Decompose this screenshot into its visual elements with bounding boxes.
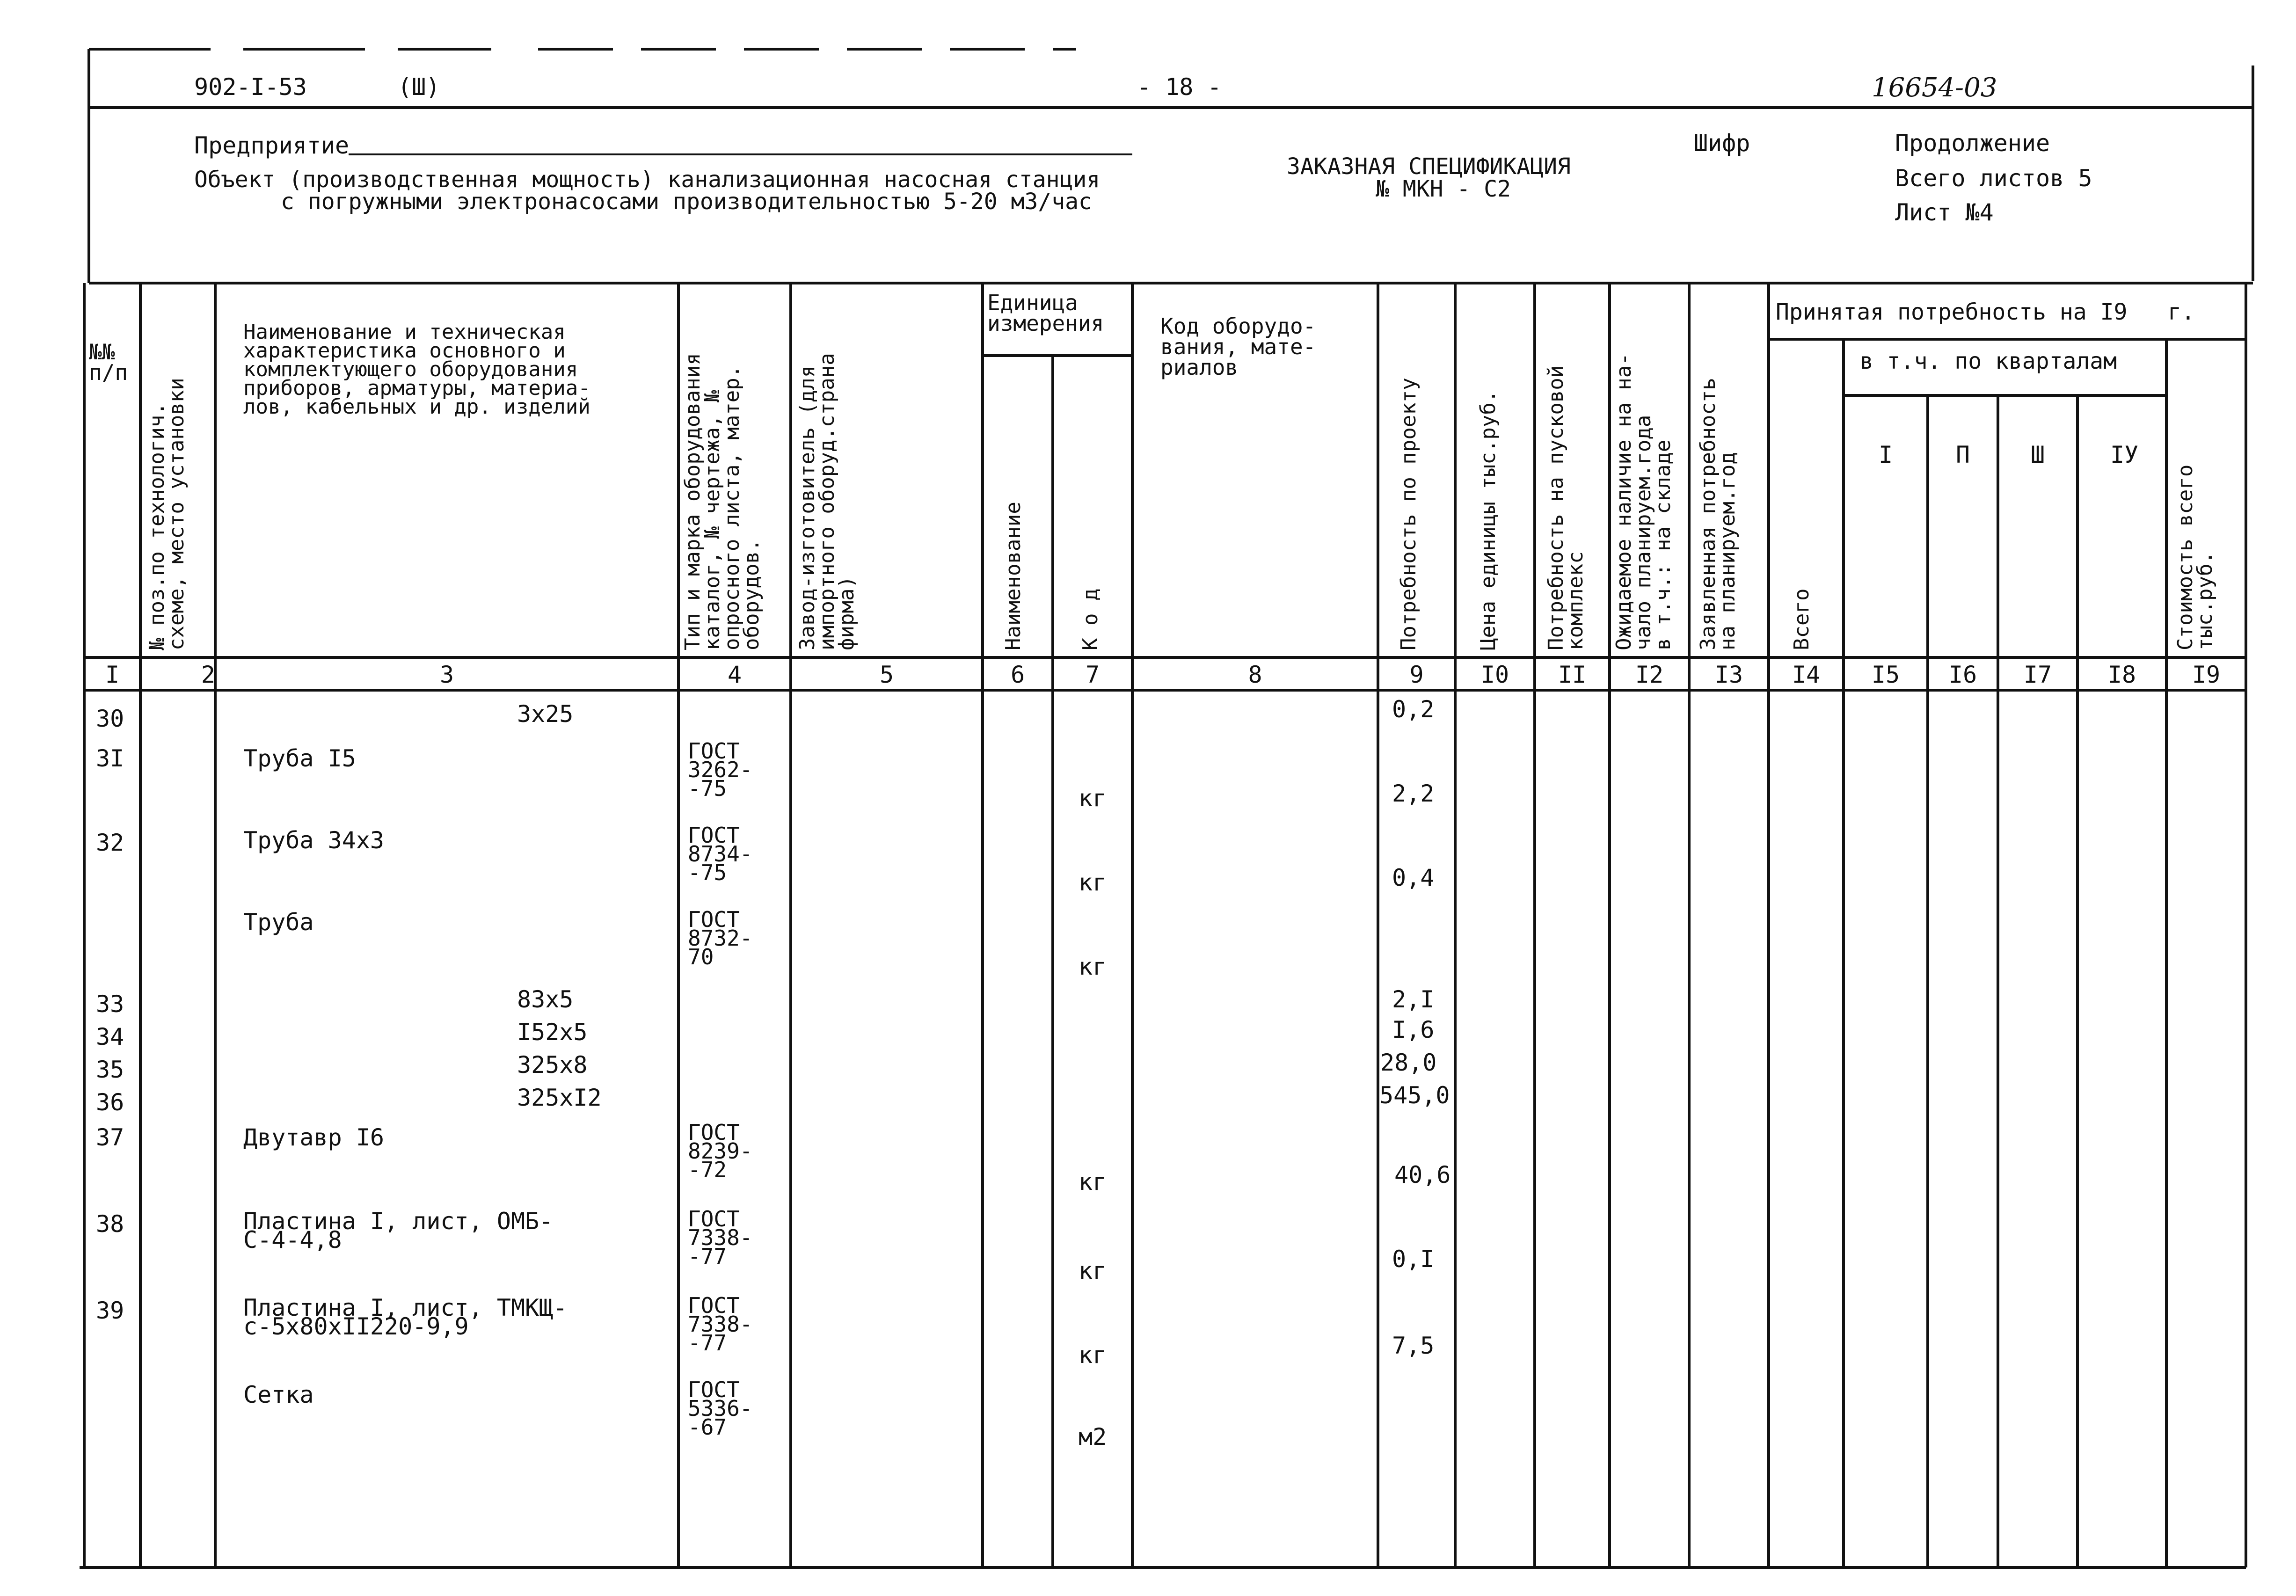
doc-marker: (Ш) [398,73,440,101]
row-number: 37 [96,1124,124,1151]
col-header-8: Код оборудо- вания, мате- риалов [1160,313,1316,380]
col-header-2: № поз.по технологич. схеме, место установки [145,378,189,650]
enterprise-label: Предприятие [194,132,350,159]
col-number: I8 [2107,661,2136,688]
item-name: Труба I5 [243,745,356,772]
project-need: 545,0 [1379,1082,1450,1109]
col-header-6: Наименование [1001,502,1025,650]
handwritten-number: 16654-03 [1872,73,1997,103]
unit-code: кг [1079,1257,1107,1284]
col-number: 3 [439,661,454,688]
col-number: 7 [1085,661,1100,688]
col-number: I7 [2023,661,2052,688]
col-number: II [1558,661,1587,688]
row-number: 34 [96,1023,124,1050]
object-line-2: с погружными электронасосами производительностью 5-20 м3/час [281,189,1092,215]
continuation-label: Продолжение [1895,130,2050,157]
col-header-9: Потребность по проекту [1397,378,1421,650]
row-number: 36 [96,1089,124,1116]
row-number: 30 [96,705,124,732]
col-header-16: П [1956,441,1970,468]
spec-title: ЗАКАЗНАЯ СПЕЦИФИКАЦИЯ [1287,153,1571,180]
row-number: 38 [96,1210,124,1238]
item-size: 3х25 [517,700,574,728]
col-header-17: Ш [2031,441,2045,468]
row-number: 32 [96,829,124,856]
item-gost: ГОСТ 8734- -75 [688,823,753,885]
project-need: I,6 [1392,1016,1435,1043]
item-gost: ГОСТ 8732- 70 [688,907,753,969]
row-number: 33 [96,991,124,1018]
unit-code: м2 [1079,1423,1107,1450]
col-header-1: №№ п/п [89,339,128,385]
item-gost: ГОСТ 7338- -77 [688,1206,753,1269]
col-number: I0 [1480,661,1509,688]
total-sheets: Всего листов 5 [1895,165,2092,192]
project-need: 0,4 [1392,864,1435,891]
doc-code: 902-I-53 [194,73,307,101]
item-name: Двутавр I6 [243,1124,385,1151]
project-need: 0,I [1392,1246,1435,1273]
object-line-1: Объект (производственная мощность) канализационная насосная станция [194,167,1101,193]
col-number: I [105,661,120,688]
col-header-13: Заявленная потребность на планируем.год [1696,378,1740,650]
item-gost: ГОСТ 8239- -72 [688,1120,753,1182]
project-need: 7,5 [1392,1332,1435,1359]
col-number: 5 [879,661,894,688]
item-size: 325х8 [517,1051,588,1079]
col-header-5: Завод-изготовитель (для импортного оборуд.страна фирма) [795,353,859,650]
project-need: 40,6 [1394,1161,1451,1188]
unit-code: кг [1079,869,1107,896]
project-need: 0,2 [1392,696,1435,723]
col-header-7: К о д [1079,588,1102,650]
unit-group-header: Единица измерения [987,290,1104,336]
spec-number: № МКН - С2 [1376,176,1511,202]
row-number: 3I [96,745,124,772]
item-name: Труба [243,909,314,936]
project-need: 2,I [1392,986,1435,1013]
item-name: Труба 34х3 [243,827,385,854]
col-number: 8 [1248,661,1262,688]
unit-code: кг [1079,1168,1107,1195]
col-number: I5 [1871,661,1900,688]
col-header-19: Стоимость всего тыс.руб. [2173,464,2217,650]
col-header-4: Тип и марка оборудования каталог, № чертежа, № опросного листа, матер. оборудов. [681,353,764,650]
sheet-number: Лист №4 [1895,199,1994,226]
cipher-label: Шифр [1694,130,1750,157]
col-number: I4 [1792,661,1821,688]
item-size: 83х5 [517,986,574,1013]
page-number: - 18 - [1137,73,1222,101]
col-number: 9 [1409,661,1424,688]
item-gost: ГОСТ 7338- -77 [688,1293,753,1356]
item-name: Пластина I, лист, ОМБ- С-4-4,8 [243,1208,554,1253]
unit-code: кг [1079,785,1107,812]
item-size: 325хI2 [517,1084,602,1111]
col-header-14: Всего [1790,588,1814,650]
col-number: I2 [1635,661,1664,688]
item-name: Сетка [243,1381,314,1408]
col-number: 4 [727,661,742,688]
row-number: 39 [96,1297,124,1324]
col-number: I9 [2192,661,2221,688]
item-size: I52х5 [517,1019,588,1046]
col-header-10: Цена единицы тыс.руб. [1476,390,1500,650]
col-header-12: Ожидаемое наличие на на- чало планируем.года в т.ч.: на складе [1612,353,1675,650]
project-need: 28,0 [1380,1049,1437,1076]
unit-code: кг [1079,1341,1107,1369]
col-number: 2 [201,661,215,688]
row-number: 35 [96,1056,124,1083]
item-gost: ГОСТ 5336- -67 [688,1377,753,1440]
col-header-18: IУ [2110,441,2139,468]
item-gost: ГОСТ 3262- -75 [688,738,753,801]
col-header-3: Наименование и техническая характеристика основного и комплектующего оборудования приборов, арматуры, материа- лов, кабельных и др. изделий [243,320,590,419]
col-number: 6 [1010,661,1025,688]
col-number: I3 [1714,661,1743,688]
accepted-group-header: Принятая потребность на I9 г. [1776,299,2195,325]
col-header-11: Потребность на пусковой комплекс [1544,365,1588,650]
project-need: 2,2 [1392,780,1435,807]
col-header-15: I [1879,441,1893,468]
col-number: I6 [1948,661,1977,688]
quarters-group-header: в т.ч. по кварталам [1860,348,2117,374]
unit-code: кг [1079,953,1107,980]
item-name: Пластина I, лист, ТМКЩ- с-5х80хII220-9,9 [243,1294,568,1340]
